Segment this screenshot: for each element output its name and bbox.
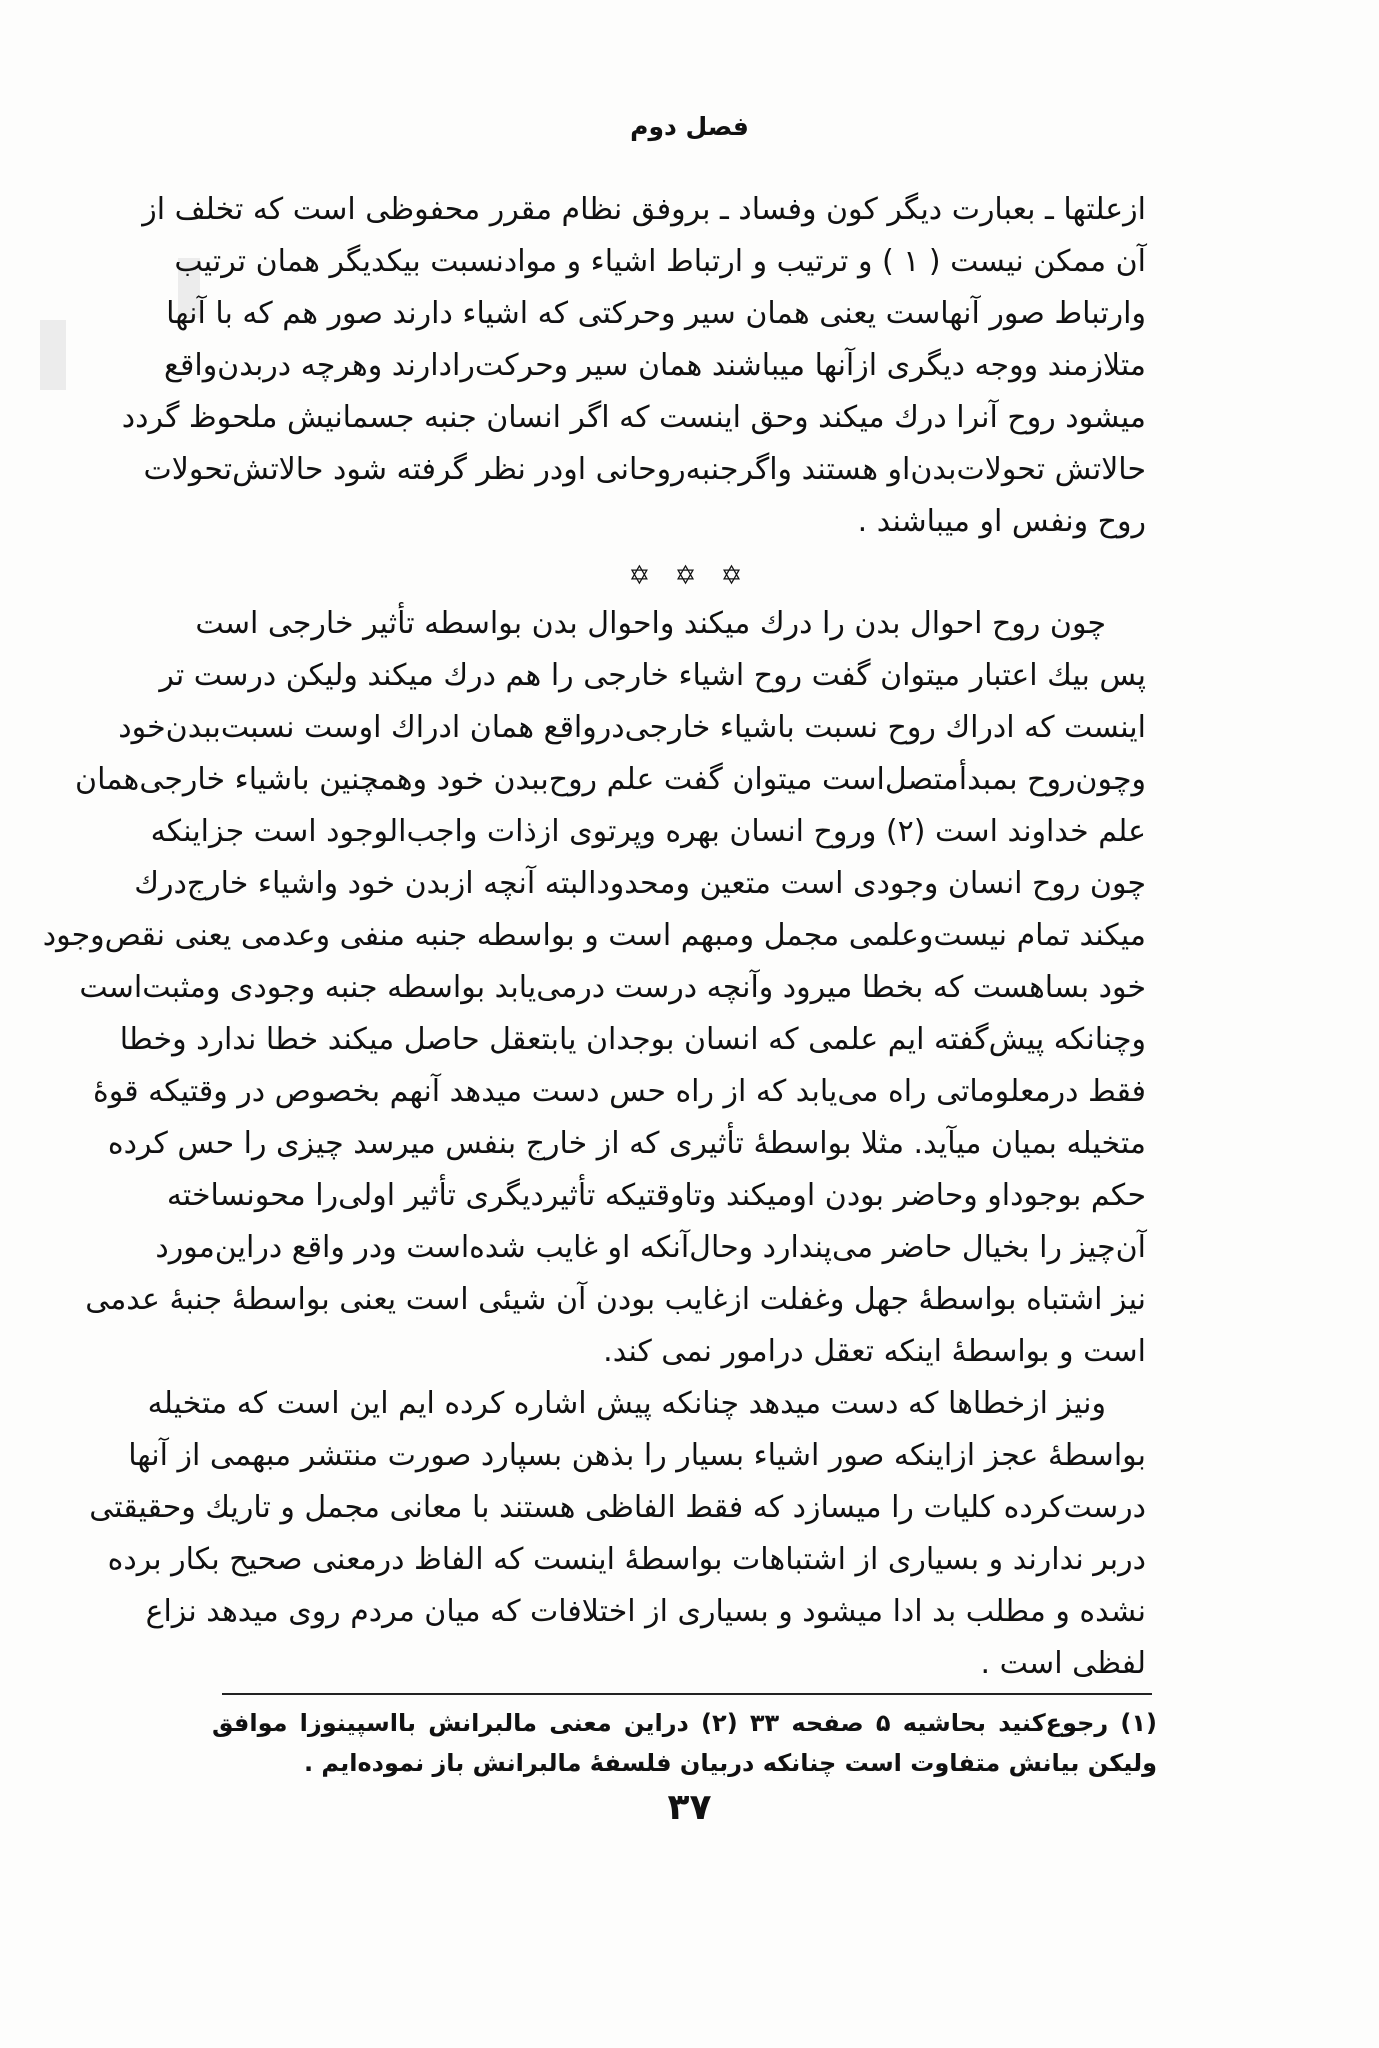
text-line: وچنانکه پیش‌گفته ایم علمی که انسان بوجدان یابتعقل حاصل میکند خطا ندارد وخطا <box>119 1022 1146 1057</box>
section-one <box>121 184 1146 548</box>
text-line: وارتباط صور آنهاست یعنی همان سیر وحرکتی که اشیاء دارند صور هم که با آنها <box>166 296 1146 331</box>
footnotes <box>212 1703 1157 1783</box>
footnote-line: (۱) رجوع‌کنید بحاشیه ۵ صفحه ۳۳ (۲) دراین معنی مالبرانش بااسپینوزا موافق <box>212 1709 1158 1737</box>
text-line: حکم بوجوداو وحاضر بودن اومیکند وتاوقتیکه تأثیردیگری تأثیر اولی‌را محونساخته <box>166 1178 1146 1213</box>
section-separator: ✡ ✡ ✡ <box>628 561 751 591</box>
text-line: فقط درمعلوماتی راه می‌یابد که از راه حس دست میدهد آنهم بخصوص در وقتیکه قوهٔ <box>93 1074 1146 1109</box>
text-line: روح ونفس او میباشند . <box>857 504 1146 539</box>
chapter-title: فصل دوم <box>630 112 749 141</box>
text-line: چون روح انسان وجودی است متعین ومحدودالبته آنچه ازبدن خود واشیاء خارج‌درك <box>134 866 1146 901</box>
text-line: نشده و مطلب بد ادا میشود و بسیاری از اختلافات که میان مردم روی میدهد نزاع <box>145 1594 1146 1629</box>
text-line: چون روح احوال بدن را درك میکند واحوال بدن بواسطه تأثیر خارجی است <box>195 606 1106 641</box>
text-line: نیز اشتباه بواسطهٔ جهل وغفلت ازغایب بودن آن شیئی است یعنی بواسطهٔ جنبهٔ عدمی <box>85 1282 1146 1317</box>
text-line: آن ممکن نیست ( ۱ ) و ترتیب و ارتباط اشیاء و موادنسبت بیکدیگر همان ترتیب <box>174 244 1146 279</box>
text-line: میشود روح آنرا درك میکند وحق اینست که اگر انسان جنبه جسمانیش ملحوظ گردد <box>121 400 1146 435</box>
text-line: پس بیك اعتبار میتوان گفت روح اشیاء خارجی را هم درك میکند ولیکن درست تر <box>159 658 1146 693</box>
text-line: وچون‌روح بمبدأمتصل‌است میتوان گفت علم روح‌ببدن خود وهمچنین باشیاء خارجی‌همان <box>75 762 1146 797</box>
footnote-line: ولیکن بیانش متفاوت است چنانکه دربیان فلسفهٔ مالبرانش باز نموده‌ایم . <box>303 1749 1157 1777</box>
text-line: ونیز ازخطاها که دست میدهد چنانکه پیش اشاره کرده ایم این است که متخیله <box>147 1386 1106 1421</box>
section-three <box>89 1378 1146 1690</box>
scan-mark <box>40 320 66 390</box>
text-line: بواسطهٔ عجز ازاینکه صور اشیاء بسیار را بذهن بسپارد صورت منتشر مبهمی از آنها <box>128 1438 1146 1473</box>
text-line: دربر ندارند و بسیاری از اشتباهات بواسطهٔ اینست که الفاظ درمعنی صحیح بکار برده <box>107 1542 1146 1577</box>
text-line: خود بساهست که بخطا میرود وآنچه درست درمی‌یابد بواسطه جنبه وجودی ومثبت‌است <box>79 970 1146 1005</box>
text-line: متخیله بمیان میآید. مثلا بواسطهٔ تأثیری که از خارج بنفس میرسد چیزی را حس کرده <box>107 1126 1146 1161</box>
section-two <box>42 598 1146 1378</box>
text-line: درست‌کرده کلیات را میسازد که فقط الفاظی هستند با معانی مجمل و تاریك وحقیقتی <box>89 1490 1146 1525</box>
page-number: ۳۷ <box>667 1787 712 1828</box>
text-line: میکند تمام نیست‌وعلمی مجمل ومبهم است و بواسطه جنبه منفی وعدمی یعنی نقص‌وجود <box>42 918 1146 953</box>
text-line: ازعلتها ـ بعبارت دیگر کون وفساد ـ بروفق نظام مقرر محفوظی است که تخلف از <box>142 192 1146 227</box>
text-line: متلازمند ووجه دیگری ازآنها میباشند همان سیر وحرکت‌رادارند وهرچه دربدن‌واقع <box>164 348 1146 383</box>
text-line: علم خداوند است (۲) وروح انسان بهره وپرتوی ازذات واجب‌الوجود است جزاینکه <box>150 814 1146 849</box>
text-line: اینست که ادراك روح نسبت باشیاء خارجی‌درواقع همان ادراك اوست نسبت‌ببدن‌خود <box>118 710 1146 745</box>
text-line: آن‌چیز را بخیال حاضر می‌پندارد وحال‌آنکه او غایب شده‌است ودر واقع دراین‌مورد <box>155 1230 1146 1265</box>
footnote-divider <box>222 1693 1152 1695</box>
text-line: است و بواسطهٔ اینکه تعقل درامور نمی کند. <box>603 1334 1146 1369</box>
text-line: لفظی است . <box>980 1646 1146 1681</box>
text-line: حالاتش تحولات‌بدن‌او هستند واگرجنبه‌روحانی اودر نظر گرفته شود حالاتش‌تحولات <box>143 452 1146 487</box>
